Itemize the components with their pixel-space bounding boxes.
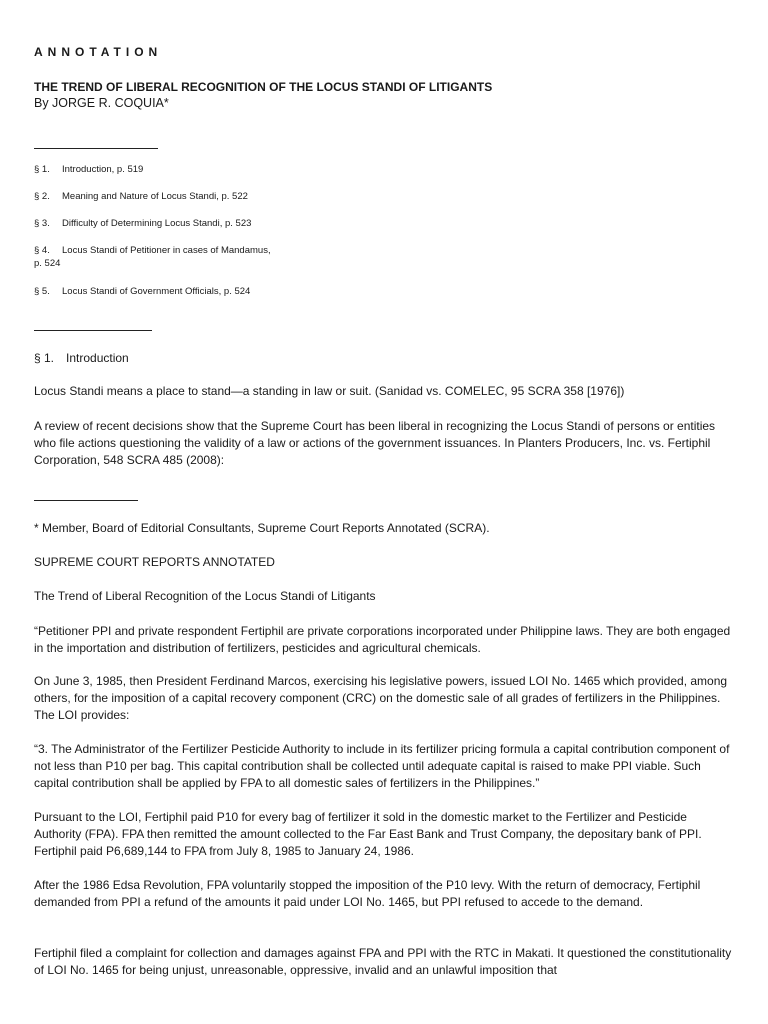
- paragraph: Locus Standi means a place to stand—a standing in law or suit. (Sanidad vs. COMELEC, 95 SCRA 358 [1976]): [34, 384, 625, 398]
- divider-rule: [34, 500, 138, 501]
- toc-item-label: Introduction, p. 519: [62, 164, 144, 175]
- quoted-paragraph: “3. The Administrator of the Fertilizer Pesticide Authority to include in its fertilizer pricing formula a capital contribution component of not less than P10 per bag. This capital contribution shall be collected until adequate capital is raised to make PPI viable. Such capital contribution shall be applied by FPA to all domestic sales of fertilizers in the Philippines.”: [34, 742, 730, 790]
- toc-item: [34, 285, 250, 298]
- divider-rule: [34, 330, 152, 331]
- section-heading: [34, 350, 734, 367]
- toc-item-page: p. 524: [34, 258, 61, 269]
- author-byline: By JORGE R. COQUIA*: [34, 96, 169, 110]
- toc-item: [34, 244, 271, 270]
- toc-item-label: Locus Standi of Petitioner in cases of Mandamus,: [62, 245, 271, 256]
- toc-item: [34, 190, 248, 203]
- paragraph: Fertiphil filed a complaint for collection and damages against FPA and PPI with the RTC in Makati. It questioned the constitutionality of LOI No. 1465 for being unjust, unreasonable, oppressive, invalid and an unlawful imposition that: [34, 946, 732, 977]
- toc-item-label: Meaning and Nature of Locus Standi, p. 522: [62, 191, 248, 202]
- running-title: The Trend of Liberal Recognition of the Locus Standi of Litigants: [34, 589, 376, 603]
- toc-item-label: Difficulty of Determining Locus Standi, p. 523: [62, 218, 252, 229]
- article-title: THE TREND OF LIBERAL RECOGNITION OF THE LOCUS STANDI OF LITIGANTS: [34, 80, 493, 94]
- toc-item: [34, 163, 143, 176]
- paragraph: A review of recent decisions show that the Supreme Court has been liberal in recognizing the Locus Standi of persons or entities who file actions questioning the validity of a law or actions of the government issuances. In Planters Producers, Inc. vs. Fertiphil Corporation, 548 SCRA 485 (2008):: [34, 419, 716, 467]
- toc-section-number: § 2.: [34, 191, 50, 202]
- toc-section-number: § 3.: [34, 218, 50, 229]
- paragraph: On June 3, 1985, then President Ferdinand Marcos, exercising his legislative powers, issued LOI No. 1465 which provided, among others, for the imposition of a capital recovery component (CRC) on the domestic sale of all grades of fertilizers in the Philippines. The LOI provides:: [34, 674, 728, 722]
- paragraph: Pursuant to the LOI, Fertiphil paid P10 for every bag of fertilizer it sold in the domestic market to the Fertilizer and Pesticide Authority (FPA). FPA then remitted the amount collected to the Far East Bank and Trust Company, the depositary bank of PPI. Fertiphil paid P6,689,144 to FPA from July 8, 1985 to January 24, 1986.: [34, 810, 702, 858]
- toc-item: [34, 217, 251, 230]
- paragraph: After the 1986 Edsa Revolution, FPA voluntarily stopped the imposition of the P10 levy. With the return of democracy, Fertiphil demanded from PPI a refund of the amounts it paid under LOI No. 1465, but PPI refused to accede to the demand.: [34, 878, 701, 909]
- section-number: § 1.: [34, 351, 55, 365]
- divider-rule: [34, 148, 158, 149]
- section-title: Introduction: [66, 351, 129, 365]
- toc-section-number: § 1.: [34, 164, 50, 175]
- annotation-heading: ANNOTATION: [34, 45, 163, 59]
- toc-section-number: § 4.: [34, 245, 50, 256]
- paragraph: “Petitioner PPI and private respondent Fertiphil are private corporations incorporated under Philippine laws. They are both engaged in the importation and distribution of fertilizers, pesticides and agricultural chemicals.: [34, 624, 731, 655]
- running-head: SUPREME COURT REPORTS ANNOTATED: [34, 555, 275, 569]
- toc-section-number: § 5.: [34, 286, 50, 297]
- footnote: * Member, Board of Editorial Consultants, Supreme Court Reports Annotated (SCRA).: [34, 521, 490, 535]
- toc-item-label: Locus Standi of Government Officials, p. 524: [62, 286, 251, 297]
